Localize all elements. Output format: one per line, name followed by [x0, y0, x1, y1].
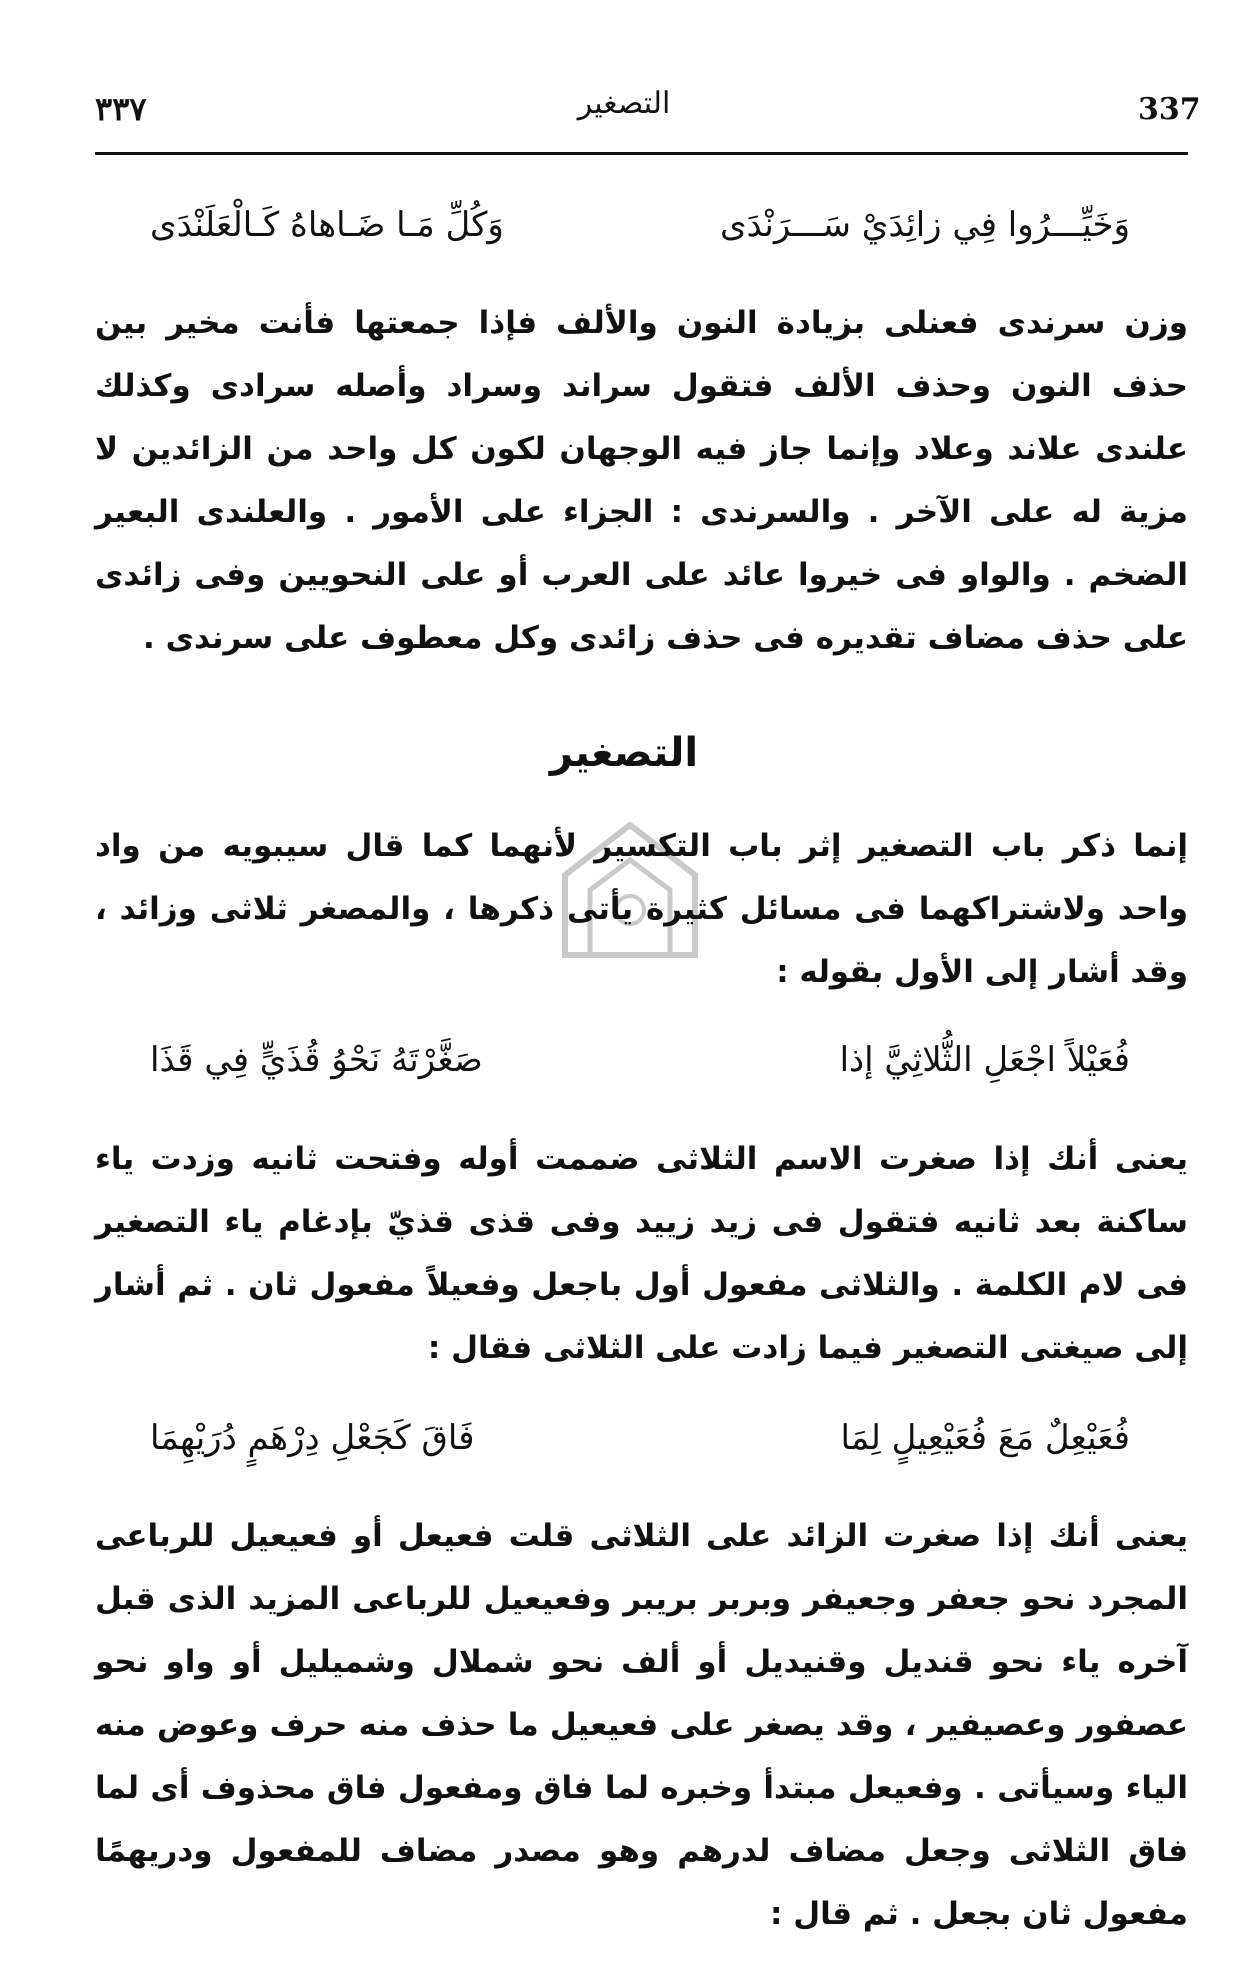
verse-1 — [150, 205, 1130, 265]
verse-3-hemistich-2: فَاقَ كَجَعْلِ دِرْهَمٍ دُرَيْهِمَا — [150, 1418, 475, 1458]
verse-3 — [150, 1418, 1130, 1478]
page-number-arabic: ٣٣٧ — [95, 90, 147, 128]
page-number-latin: 337 — [1138, 92, 1201, 127]
paragraph-4: يعنى أنك إذا صغرت الزائد على الثلاثى قلت فعيعل أو فعيعيل للرباعى المجرد نحو جعفر وجعيفر وبربر بريبر وفعيعيل للرباعى المزيد الذى قبل آخره ياء نحو قنديل وقنيديل أو ألف نحو شملال وشميليل أو واو نحو عصفور وعصيفير ، وقد يصغر على فعيعيل ما حذف منه حرف وعوض منه الياء وسيأتى . وفعيعل مبتدأ وخبره لما فاق ومفعول فاق محذوف أى لما فاق الثلاثى وجعل مضاف لدرهم وهو مصدر مضاف للمفعول ودريهمًا مفعول ثان بجعل . ثم قال : — [95, 1518, 1188, 1932]
running-title: التصغير — [577, 86, 671, 121]
paragraph-2: إنما ذكر باب التصغير إثر باب التكسير لأنهما كما قال سيبويه من واد واحد ولاشتراكهما فى مسائل كثيرة يأتى ذكرها ، والمصغر ثلاثى وزائد ، وقد أشار إلى الأول بقوله : — [95, 828, 1188, 990]
verse-2-hemistich-2: صَغَّرْتَهُ نَحْوُ قُذَيٍّ فِي قَذَا — [150, 1040, 483, 1080]
verse-1-hemistich-1: وَخَيِّـــرُوا فِي زائِدَيْ سَـــرَنْدَى — [719, 205, 1130, 245]
verse-2-hemistich-1: فُعَيْلاً اجْعَلِ الثُّلاثِيَّ إذا — [839, 1040, 1130, 1080]
paragraph-3: يعنى أنك إذا صغرت الاسم الثلاثى ضممت أوله وفتحت ثانيه وزدت ياء ساكنة بعد ثانيه فتقول فى زيد زييد وفى قذى قذيّ بإدغام ياء التصغير فى لام الكلمة . والثلاثى مفعول أول باجعل وفعيلاً مفعول ثان . ثم أشار إلى صيغتى التصغير فيما زادت على الثلاثى فقال : — [95, 1141, 1188, 1366]
verse-3-hemistich-1: فُعَيْعِلٌ مَعَ فُعَيْعِيلٍ لِمَا — [840, 1418, 1130, 1458]
section-title: التصغير — [549, 730, 699, 776]
verse-2 — [150, 1040, 1130, 1100]
paragraph-1: وزن سرندى فعنلى بزيادة النون والألف فإذا جمعتها فأنت مخير بين حذف النون وحذف الألف فتقول سراند وسراد وأصله سرادى وكذلك علندى علاند وعلاد وإنما جاز فيه الوجهان لكون كل واحد من الزائدين لا مزية له على الآخر . والسرندى : الجزاء على الأمور . والعلندى البعير الضخم . والواو فى خيروا عائد على العرب أو على النحويين وفى زائدى على حذف مضاف تقديره فى حذف زائدى وكل معطوف على سرندى . — [95, 305, 1188, 656]
verse-1-hemistich-2: وَكُلِّ مَـا ضَـاهاهُ كَـالْعَلَنْدَى — [150, 205, 504, 245]
